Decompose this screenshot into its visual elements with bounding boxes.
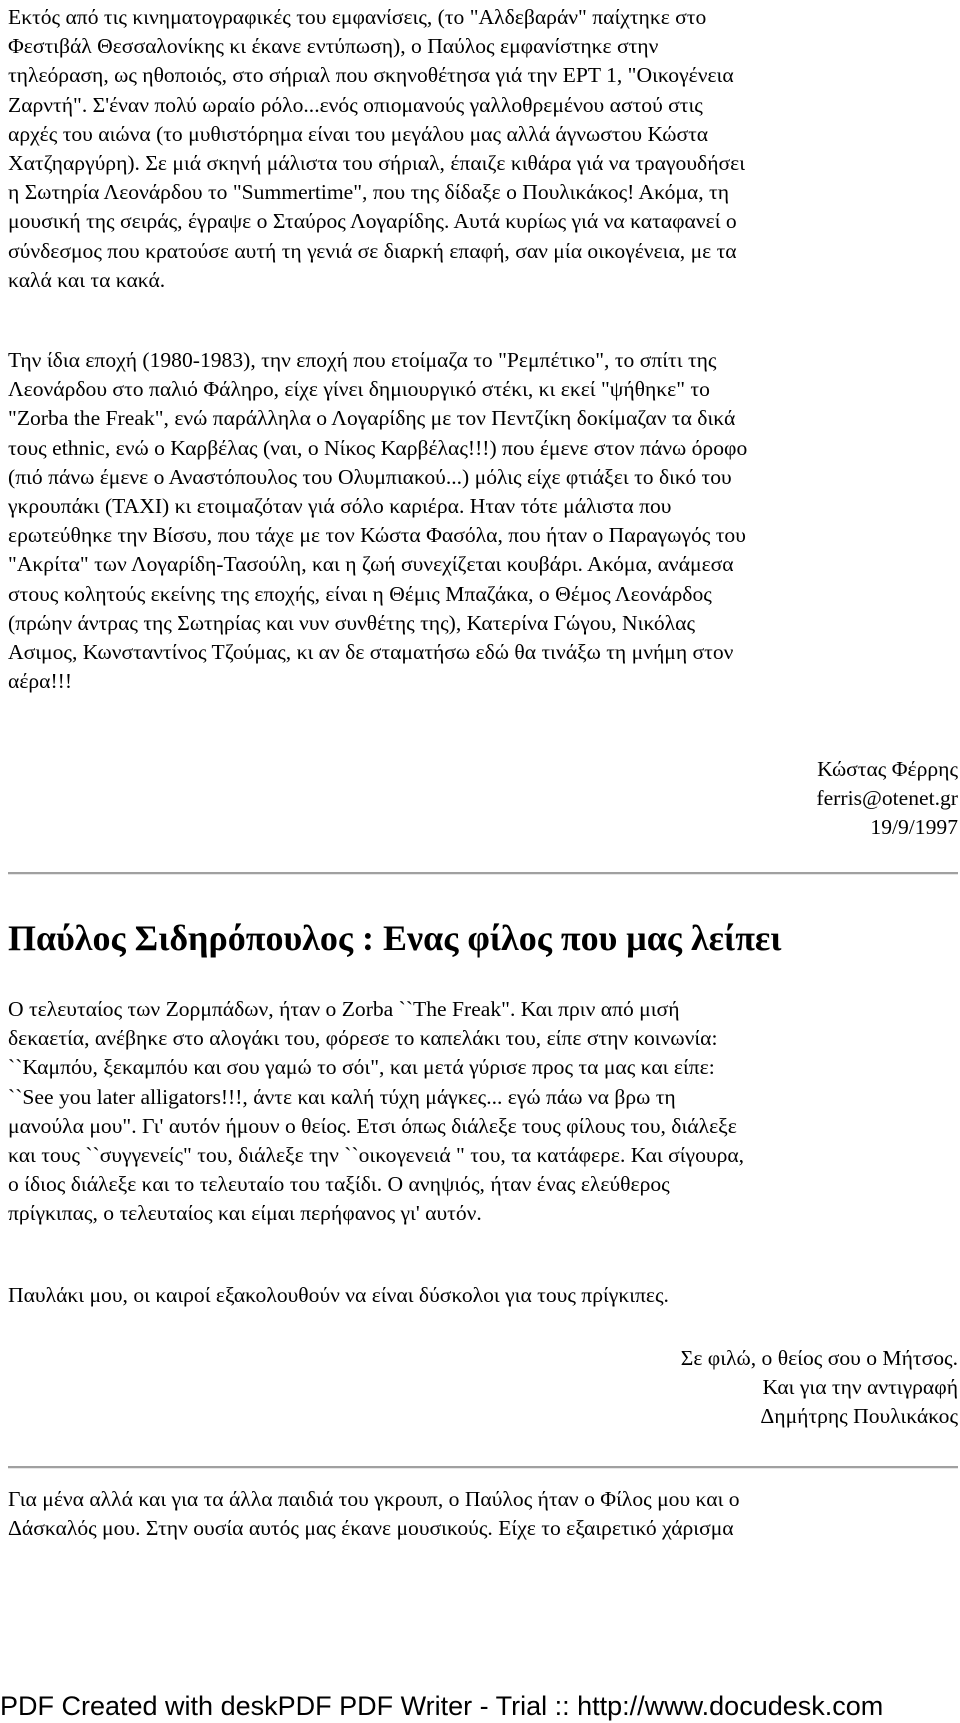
article3-paragraph-1: Για μένα αλλά και για τα άλλα παιδιά του γκρουπ, ο Παύλος ήταν ο Φίλος μου και ο Δάσκαλός μου. Στην ουσία αυτός μας έκανε μουσικούς. Είχε το εξαιρετικό χάρισμα bbox=[8, 1487, 740, 1541]
signature-line-3: Δημήτρης Πουλικάκος bbox=[760, 1404, 958, 1429]
signature-date: 19/9/1997 bbox=[870, 815, 958, 840]
signature-line-2: Και για την αντιγραφή bbox=[762, 1375, 958, 1400]
divider-2 bbox=[8, 1466, 958, 1469]
article2-title: Παύλος Σιδηρόπουλος : Ενας φίλος που μας λείπει bbox=[8, 918, 782, 958]
signature-email: ferris@otenet.gr bbox=[816, 786, 958, 811]
article1-paragraph-2: Την ίδια εποχή (1980-1983), την εποχή που ετοίμαζα το "Ρεμπέτικο", το σπίτι της Λεονάρδου στο παλιό Φάληρο, είχε γίνει δημιουργικό στέκι, κι εκεί "ψήθηκε" το "Zorba the Freak", ενώ παράλληλα ο Λογαρίδης με τον Πεντζίκη δοκίμαζαν τα δικά τους ethnic, ενώ ο Καρβέλας (ναι, ο Νίκος Καρβέλας!!!) που έμενε στον πάνω όροφο (πιό πάνω έμενε ο Αναστόπουλος του Ολυμπιακού...) μόλις είχε φτιάξει το δικό του γκρουπάκι (ΤΑΧΙ) κι ετοιμαζόταν γιά σόλο καριέρα. Ηταν τότε μάλιστα που ερωτεύθηκε την Βίσσυ, που τάχε με τον Κώστα Φασόλα, που ήταν ο Παραγωγός του "Ακρίτα" των Λογαρίδη-Τασούλη, και η ζωή συνεχίζεται κουβάρι. Ακόμα, ανάμεσα στους κολητούς εκείνης της εποχής, είναι η Θέμις Μπαζάκα, ο Θέμος Λεονάρδος (πρώην άντρας της Σωτηρίας και νυν συνθέτης της), Κατερίνα Γώγου, Νικόλας Ασιμος, Κωνσταντίνος Τζούμας, κι αν δε σταματήσω εδώ θα τινάξω τη μνήμη στον αέρα!!! bbox=[8, 348, 748, 694]
signature-line-1: Σε φιλώ, ο θείος σου ο Μήτσος. bbox=[680, 1346, 958, 1370]
article2-paragraph-1: Ο τελευταίος των Ζορμπάδων, ήταν ο Zorba ``The Freak". Και πριν από μισή δεκαετία, ανέβηκε στο αλογάκι του, φόρεσε το καπελάκι του, είπε στην κοινωνία: ``Καμπόυ, ξεκαμπόυ και σου γαμώ το σόι", και μετά γύρισε προς τα μας και είπε: ``See you later alligators!!!, άντε και καλή τύχη μάγκες... εγώ πάω να βρω τη μανούλα μου". Γι' αυτόν ήμουν ο θείος. Ετσι όπως διάλεξε τους φίλους του, διάλεξε και τους ``συγγενείς" του, διάλεξε την ``οικογενειά " του, τα κατάφερε. Και σίγουρα, ο ίδιος διάλεξε και το τελευταίο του ταξίδι. Ο ανηψιός, ήταν ένας ελεύθερος πρίγκιπας, ο τελευταίος και είμαι περήφανος γι' αυτόν. bbox=[8, 997, 745, 1226]
pdf-watermark-footer: PDF Created with deskPDF PDF Writer - Trial :: http://www.docudesk.com bbox=[0, 1691, 884, 1721]
article2-paragraph-2: Παυλάκι μου, οι καιροί εξακολουθούν να είναι δύσκολοι για τους πρίγκιπες. bbox=[8, 1283, 669, 1307]
divider-1 bbox=[8, 872, 958, 875]
article1-signature bbox=[816, 755, 958, 843]
article2-signature bbox=[681, 1344, 958, 1432]
signature-name: Κώστας Φέρρης bbox=[817, 757, 958, 781]
article1-paragraph-1: Εκτός από τις κινηματογραφικές του εμφανίσεις, (το "Αλδεβαράν" παίχτηκε στο Φεστιβάλ Θεσσαλονίκης κι έκανε εντύπωση), ο Παύλος εμφανίστηκε στην τηλεόραση, ως ηθοποιός, στο σήριαλ που σκηνοθέτησα γιά την ΕΡΤ 1, "Οικογένεια Ζαρντή". Σ'έναν πολύ ωραίο ρόλο...ενός οπιομανούς γαλλοθρεμένου αστού στις αρχές του αιώνα (το μυθιστόρημα είναι του μεγάλου μας αλλά άγνωστου Κώστα Χατζηαργύρη). Σε μιά σκηνή μάλιστα του σήριαλ, έπαιζε κιθάρα γιά να τραγουδήσει η Σωτηρία Λεονάρδου το "Summertime", που της δίδαξε ο Πουλικάκος! Ακόμα, τη μουσική της σειράς, έγραψε ο Σταύρος Λογαρίδης. Αυτά κυρίως γιά να καταφανεί ο σύνδεσμος που κρατούσε αυτή τη γενιά σε διαρκή επαφή, σαν μία οικογένεια, με τα καλά και τα κακά. bbox=[8, 5, 746, 292]
